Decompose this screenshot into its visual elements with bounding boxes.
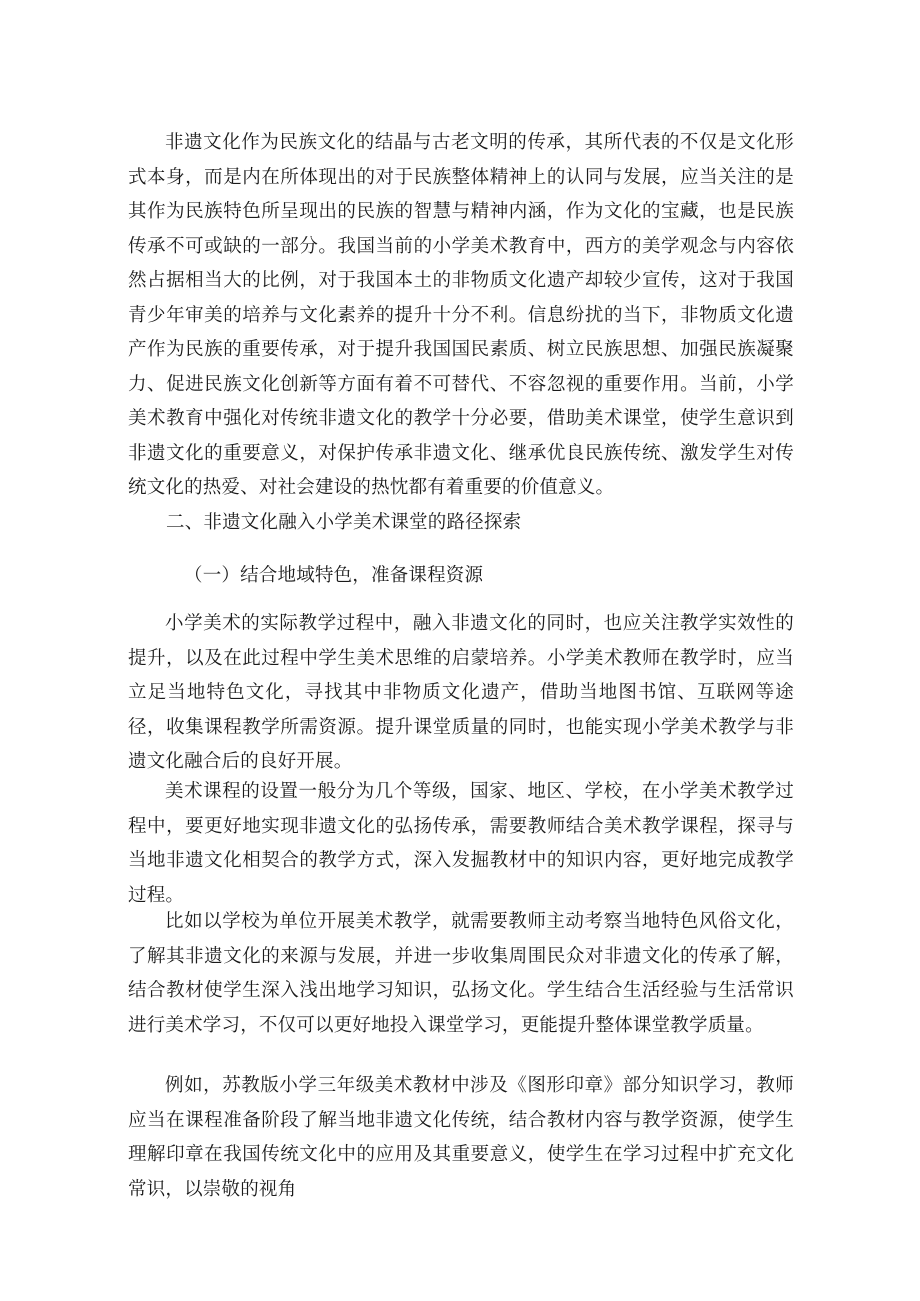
paragraph-school: 比如以学校为单位开展美术教学，就需要教师主动考察当地特色风俗文化，了解其非遗文化的来源与发展，并进一步收集周围民众对非遗文化的传承了解，结合教材使学生深入浅出地学习知识，弘扬文化。学生结合生活经验与生活常识进行美术学习，不仅可以更好地投入课堂学习，更能提升整体课堂教学质量。 <box>128 911 794 1036</box>
subsection-heading: （一）结合地域特色，准备课程资源 <box>184 565 484 586</box>
section-heading: 二、非遗文化融入小学美术课堂的路径探索 <box>166 512 522 533</box>
paragraph-intro: 非遗文化作为民族文化的结晶与古老文明的传承，其所代表的不仅是文化形式本身，而是内在所体现出的对于民族整体精神上的认同与发展，应当关注的是其作为民族特色所呈现出的民族的智慧与精神内涵，作为文化的宝藏，也是民族传承不可或缺的一部分。我国当前的小学美术教育中，西方的美学观念与内容依然占据相当大的比例，对于我国本土的非物质文化遗产却较少宣传，这对于我国青少年审美的培养与文化素养的提升十分不利。信息纷扰的当下，非物质文化遗产作为民族的重要传承，对于提升我国国民素质、树立民族思想、加强民族凝聚力、促进民族文化创新等方面有着不可替代、不容忽视的重要作用。当前，小学美术教育中强化对传统非遗文化的教学十分必要，借助美术课堂，使学生意识到非遗文化的重要意义，对保护传承非遗文化、继承优良民族传统、激发学生对传统文化的热爱、对社会建设的热忱都有着重要的价值意义。 <box>128 132 794 498</box>
paragraph-levels: 美术课程的设置一般分为几个等级，国家、地区、学校，在小学美术教学过程中，要更好地实现非遗文化的弘扬传承，需要教师结合美术教学课程，探寻与当地非遗文化相契合的教学方式，深入发掘教材中的知识内容，更好地完成教学过程。 <box>128 781 794 906</box>
paragraph-example: 例如，苏教版小学三年级美术教材中涉及《图形印章》部分知识学习，教师应当在课程准备阶段了解当地非遗文化传统，结合教材内容与教学资源，使学生理解印章在我国传统文化中的应用及其重要意义，使学生在学习过程中扩充文化常识，以崇敬的视角 <box>128 1075 794 1200</box>
paragraph-resources: 小学美术的实际教学过程中，融入非遗文化的同时，也应关注教学实效性的提升，以及在此过程中学生美术思维的启蒙培养。小学美术教师在教学时，应当立足当地特色文化，寻找其中非物质文化遗产，借助当地图书馆、互联网等途径，收集课程教学所需资源。提升课堂质量的同时，也能实现小学美术教学与非遗文化融合后的良好开展。 <box>128 613 794 772</box>
